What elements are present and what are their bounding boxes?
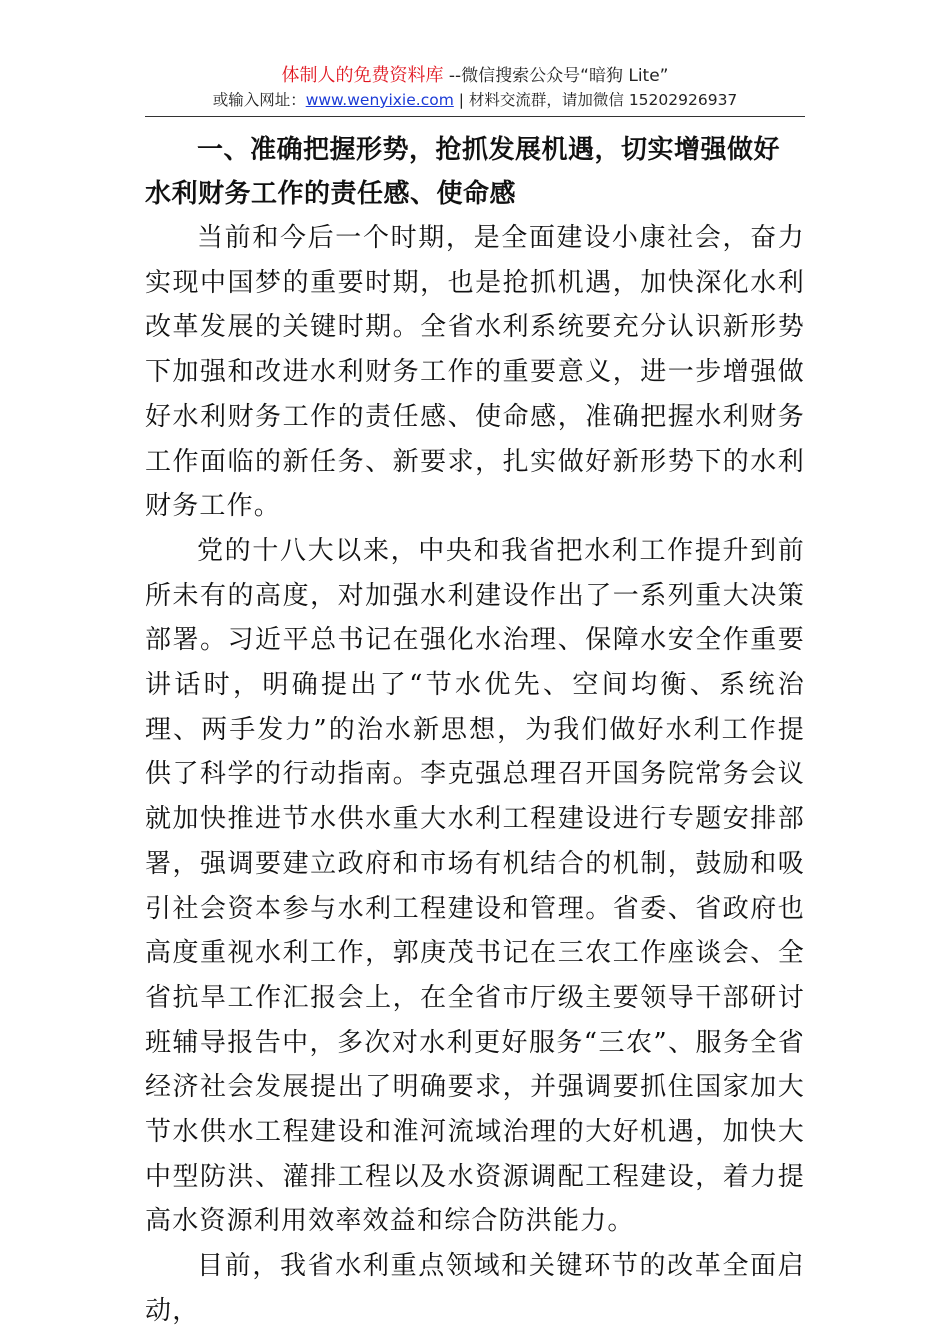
header-divider bbox=[145, 116, 805, 117]
header-brand: 体制人的免费资料库 bbox=[281, 65, 444, 86]
section-heading: 一、准确把握形势，抢抓发展机遇，切实增强做好水利财务工作的责任感、使命感 bbox=[145, 135, 781, 209]
document-body bbox=[145, 128, 805, 1334]
paragraph-1: 当前和今后一个时期，是全面建设小康社会，奋力实现中国梦的重要时期，也是抢抓机遇，加快深化水利改革发展的关键时期。全省水利系统要充分认识新形势下加强和改进水利财务工作的重要意义，进一步增强做好水利财务工作的责任感、使命感，准确把握水利财务工作面临的新任务、新要求，扎实做好新形势下的水利财务工作。 bbox=[145, 223, 805, 522]
paragraph-3: 目前，我省水利重点领域和关键环节的改革全面启动， bbox=[145, 1251, 805, 1326]
header-url-prefix: 或输入网址： bbox=[212, 91, 306, 109]
header-tagline: --微信搜索公众号“暗狗 Lite” bbox=[443, 66, 669, 86]
header-line-1 bbox=[0, 64, 950, 88]
page-header bbox=[0, 64, 950, 112]
paragraph-2: 党的十八大以来，中央和我省把水利工作提升到前所未有的高度，对加强水利建设作出了一系列重大决策部署。习近平总书记在强化水治理、保障水安全作重要讲话时，明确提出了“节水优先、空间均衡、系统治理、两手发力”的治水新思想，为我们做好水利工作提供了科学的行动指南。李克强总理召开国务院常务会议就加快推进节水供水重大水利工程建设进行专题安排部署，强调要建立政府和市场有机结合的机制，鼓励和吸引社会资本参与水利工程建设和管理。省委、省政府也高度重视水利工作，郭庚茂书记在三农工作座谈会、全省抗旱工作汇报会上，在全省市厅级主要领导干部研讨班辅导报告中，多次对水利更好服务“三农”、服务全省经济社会发展提出了明确要求，并强调要抓住国家加大节水供水工程建设和淮河流域治理的大好机遇，加快大中型防洪、灌排工程以及水资源调配工程建设，着力提高水资源利用效率效益和综合防洪能力。 bbox=[145, 535, 805, 1237]
header-line-2 bbox=[0, 88, 950, 112]
header-url-link[interactable]: www.wenyixie.com bbox=[305, 91, 454, 109]
header-contact: | 材料交流群，请加微信 15202926937 bbox=[453, 91, 738, 109]
